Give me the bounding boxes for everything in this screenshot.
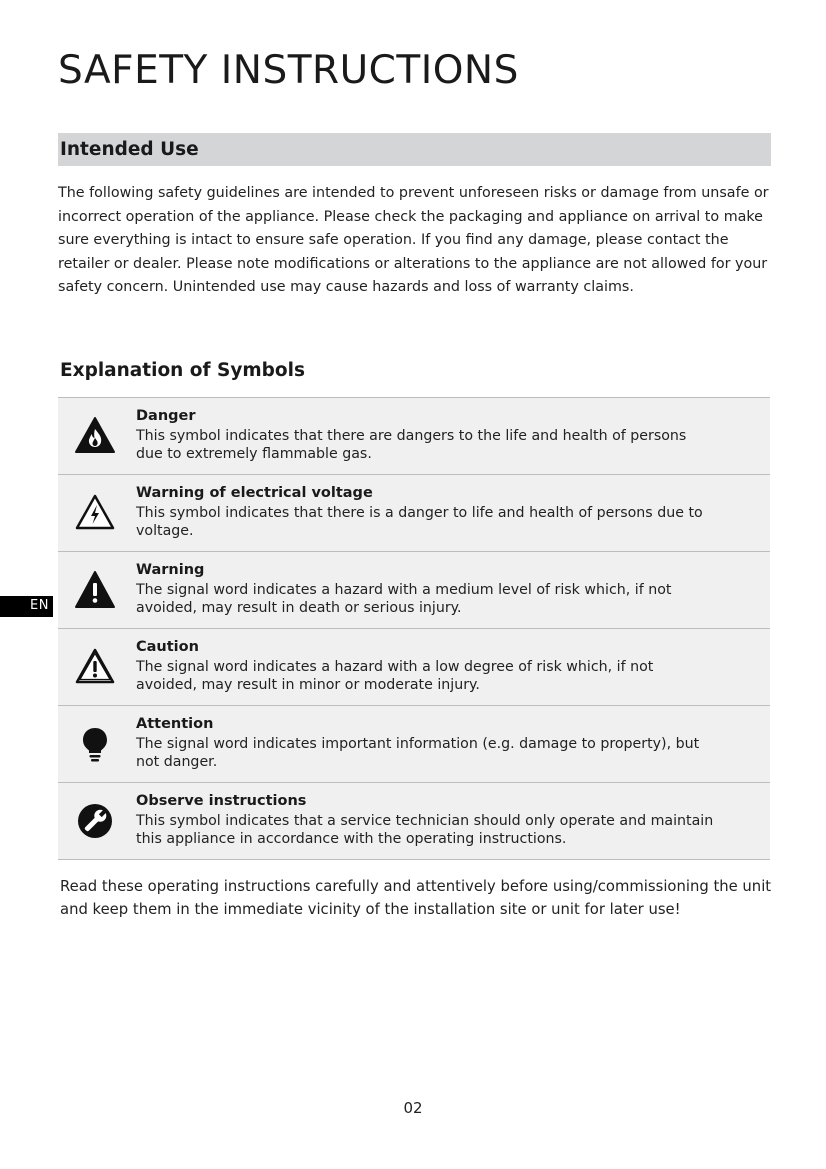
symbol-description: This symbol indicates that there is a danger to life and health of persons due to voltage. [136,505,703,539]
caution-outline-icon [74,646,116,688]
symbol-row-danger [58,398,770,475]
symbol-title: Danger [136,408,196,424]
symbols-heading: Explanation of Symbols [60,360,305,381]
symbol-description: The signal word indicates a hazard with a low degree of risk which, if not avoided, may result in minor or moderate injury. [136,659,654,693]
symbol-title: Warning of electrical voltage [136,485,373,501]
symbol-title: Caution [136,639,199,655]
symbol-description: This symbol indicates that there are dangers to the life and health of persons due to extremely flammable gas. [136,428,687,462]
symbol-row-attention [58,706,770,783]
symbol-description: This symbol indicates that a service technician should only operate and maintain this appliance in accordance with the operating instructions. [136,813,714,847]
symbol-row-warning [58,552,770,629]
language-tab [0,596,53,617]
symbols-table [58,397,770,860]
symbol-row-electrical-voltage [58,475,770,552]
intended-use-heading: Intended Use [60,139,199,160]
intended-use-text: The following safety guidelines are intended to prevent unforeseen risks or damage from unsafe or incorrect operation of the appliance. Please check the packaging and appliance on arrival to make sure everything is intact to ensure safe operation. If you find any damage, please contact the retailer or dealer. Please note modifications or alterations to the appliance are not allowed for your safety concern. Unintended use may cause hazards and loss of warranty claims. [58,185,769,296]
symbol-title: Attention [136,716,214,732]
page-title: SAFETY INSTRUCTIONS [58,48,519,93]
wrench-icon [74,800,116,842]
lightbulb-icon [74,723,116,765]
symbol-description: The signal word indicates a hazard with a medium level of risk which, if not avoided, may result in death or serious injury. [136,582,672,616]
symbol-row-caution [58,629,770,706]
intended-use-heading-bar [58,133,771,166]
symbol-title: Warning [136,562,205,578]
language-label: EN [30,598,49,613]
flammable-warning-icon [74,415,116,457]
page-number: 02 [403,1099,423,1117]
symbol-row-observe-instructions [58,783,770,860]
closing-note: Read these operating instructions carefully and attentively before using/commissioning the unit and keep them in the immediate vicinity of the installation site or unit for later use! [60,878,772,918]
symbol-title: Observe instructions [136,793,307,809]
warning-solid-icon [74,569,116,611]
electrical-voltage-icon [74,492,116,534]
symbol-description: The signal word indicates important information (e.g. damage to property), but not danger. [136,736,700,770]
